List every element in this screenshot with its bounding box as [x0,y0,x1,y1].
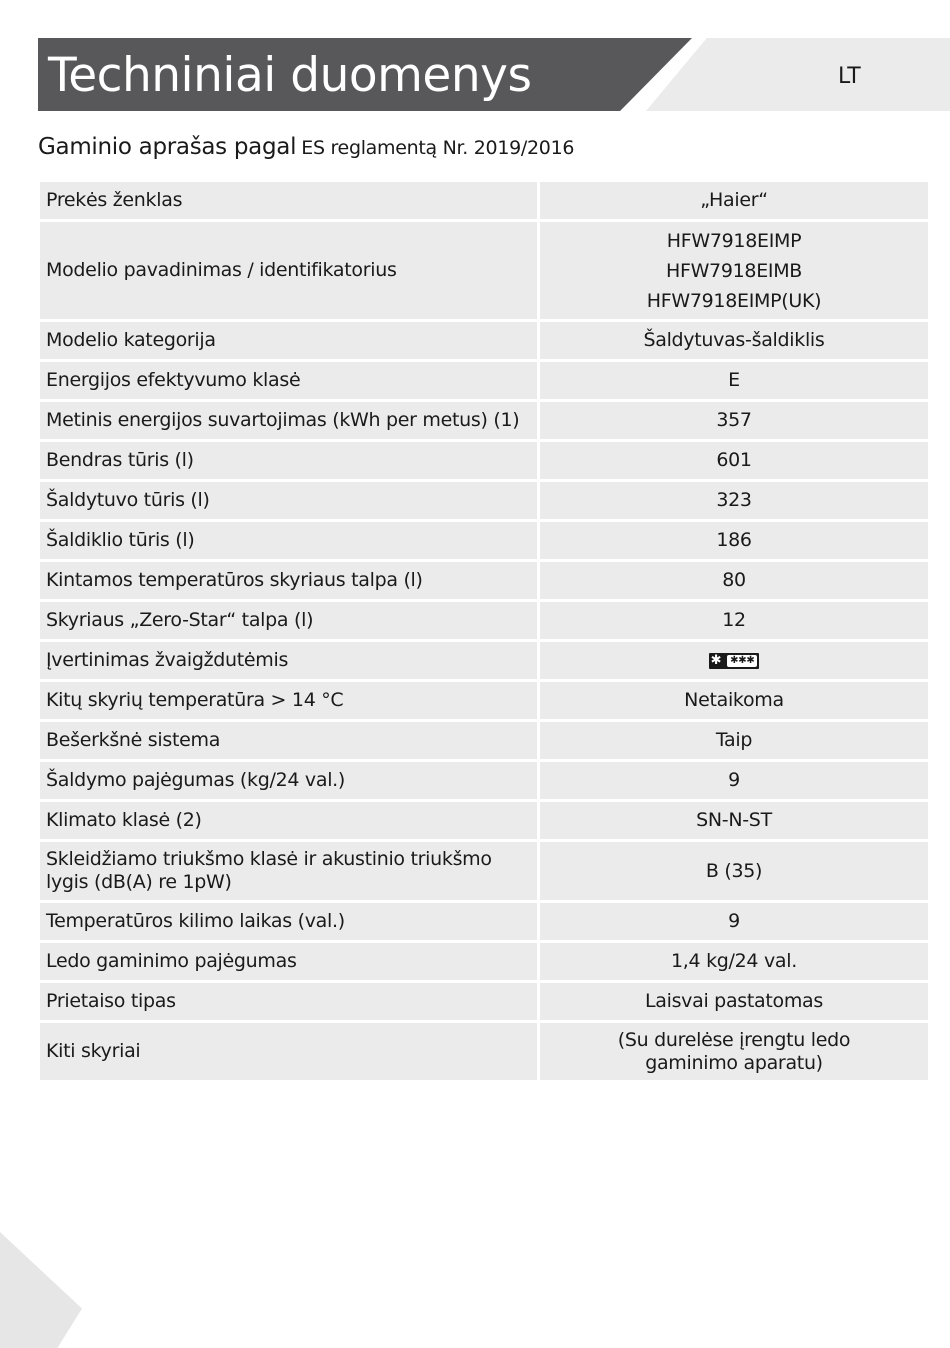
table-row [40,642,928,679]
page-corner-decoration [0,1232,82,1348]
row-value: Netaikoma [540,682,928,719]
spec-table [37,179,931,1083]
table-row [40,442,928,479]
row-value: 323 [540,482,928,519]
table-row [40,682,928,719]
row-label: Kintamos temperatūros skyriaus talpa (l) [40,562,537,599]
row-value: E [540,362,928,399]
subtitle-main: Gaminio aprašas pagal [38,134,297,160]
language-code: LT [838,64,861,89]
row-label: Kiti skyriai [40,1023,537,1080]
row-value: Taip [540,722,928,759]
table-row [40,943,928,980]
row-label: Prekės ženklas [40,182,537,219]
table-row [40,222,928,319]
table-row [40,522,928,559]
row-label: Skleidžiamo triukšmo klasė ir akustinio triukšmo lygis (dB(A) re 1pW) [40,842,537,900]
row-label: Prietaiso tipas [40,983,537,1020]
row-label: Energijos efektyvumo klasė [40,362,537,399]
table-row [40,602,928,639]
model-id: HFW7918EIMP(UK) [646,289,822,312]
model-id: HFW7918EIMP [666,229,802,252]
row-label: Šaldytuvo tūris (l) [40,482,537,519]
table-row [40,983,928,1020]
row-value: Laisvai pastatomas [540,983,928,1020]
row-value: 1,4 kg/24 val. [540,943,928,980]
table-row [40,903,928,940]
row-value: (Su durelėse įrengtu ledo gaminimo aparatu) [540,1023,928,1080]
row-label: Šaldymo pajėgumas (kg/24 val.) [40,762,537,799]
row-label: Modelio pavadinimas / identifikatorius [40,222,537,319]
row-value: B (35) [540,842,928,900]
row-label: Kitų skyrių temperatūra > 14 °C [40,682,537,719]
row-value: 186 [540,522,928,559]
row-label: Metinis energijos suvartojimas (kWh per metus) (1) [40,402,537,439]
table-row [40,562,928,599]
row-value: 601 [540,442,928,479]
table-row [40,322,928,359]
language-tab [646,38,950,111]
row-label: Klimato klasė (2) [40,802,537,839]
table-row [40,402,928,439]
row-value: 12 [540,602,928,639]
four-star-freezer-icon: ✱ ✱✱✱ [709,653,760,669]
table-row [40,722,928,759]
row-label: Temperatūros kilimo laikas (val.) [40,903,537,940]
row-value: 357 [540,402,928,439]
table-row [40,802,928,839]
table-row [40,1023,928,1080]
model-id: HFW7918EIMB [665,259,803,282]
row-label: Bendras tūris (l) [40,442,537,479]
row-label: Modelio kategorija [40,322,537,359]
table-row [40,842,928,900]
table-row [40,762,928,799]
row-label: Ledo gaminimo pajėgumas [40,943,537,980]
subtitle-regulation: ES reglamentą Nr. 2019/2016 [301,137,575,159]
row-value: 9 [540,762,928,799]
row-value: 80 [540,562,928,599]
row-value: 9 [540,903,928,940]
row-value [540,222,928,319]
row-value: SN-N-ST [540,802,928,839]
table-row [40,362,928,399]
row-value [540,642,928,679]
row-value: Šaldytuvas-šaldiklis [540,322,928,359]
row-label: Šaldiklio tūris (l) [40,522,537,559]
page-title: Techniniai duomenys [48,48,532,103]
table-row [40,482,928,519]
row-label: Bešerkšnė sistema [40,722,537,759]
row-value: „Haier“ [540,182,928,219]
section-subtitle [38,134,574,160]
row-label: Įvertinimas žvaigždutėmis [40,642,537,679]
row-label: Skyriaus „Zero-Star“ talpa (l) [40,602,537,639]
table-row [40,182,928,219]
